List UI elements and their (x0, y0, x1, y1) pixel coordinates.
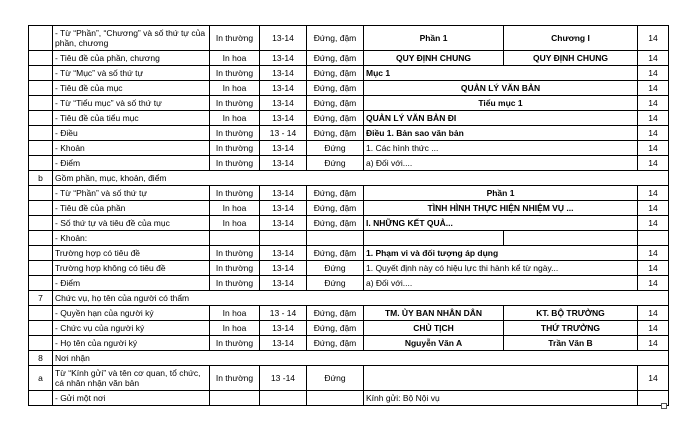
style-cell: Đứng, đậm (307, 111, 364, 126)
table-row (29, 141, 669, 156)
element-cell: - Khoản: (53, 231, 210, 246)
example-cell: Phần 1 (364, 186, 638, 201)
style-cell: Đứng, đậm (307, 246, 364, 261)
element-cell: - Quyền hạn của người ký (53, 306, 210, 321)
element-cell: - Tiêu đề của mục (53, 81, 210, 96)
case-cell: In hoa (210, 321, 260, 336)
table-row (29, 186, 669, 201)
style-cell: Đứng, đậm (307, 96, 364, 111)
table-row (29, 216, 669, 231)
style-cell: Đứng (307, 261, 364, 276)
font-size-cell: 14 (638, 126, 669, 141)
table-row (29, 276, 669, 291)
size-cell: 13-14 (260, 141, 307, 156)
number-cell (29, 186, 53, 201)
case-cell: In thường (210, 26, 260, 51)
font-size-cell: 14 (638, 306, 669, 321)
font-size-cell: 14 (638, 216, 669, 231)
case-cell: In thường (210, 66, 260, 81)
table-row (29, 366, 669, 391)
number-cell (29, 306, 53, 321)
number-cell (29, 66, 53, 81)
case-cell: In thường (210, 261, 260, 276)
example-cell: Nguyễn Văn A (364, 336, 504, 351)
size-cell: 13-14 (260, 261, 307, 276)
element-cell: - Điều (53, 126, 210, 141)
number-cell (29, 81, 53, 96)
style-cell: Đứng, đậm (307, 336, 364, 351)
case-cell: In hoa (210, 306, 260, 321)
number-cell (29, 201, 53, 216)
size-cell: 13-14 (260, 216, 307, 231)
empty-cell (638, 231, 669, 246)
section-cell: Chức vụ, họ tên của người có thẩm (53, 291, 669, 306)
number-cell (29, 276, 53, 291)
example-cell: a) Đối với.... (364, 276, 638, 291)
case-cell: In hoa (210, 81, 260, 96)
table-row (29, 391, 669, 406)
number-cell (29, 26, 53, 51)
empty-cell (260, 231, 307, 246)
size-cell: 13-14 (260, 66, 307, 81)
section-cell: Nơi nhận (53, 351, 669, 366)
element-cell: Trường hợp không có tiêu đề (53, 261, 210, 276)
example-cell: 1. Quyết định này có hiệu lực thi hành kể từ ngày... (364, 261, 638, 276)
style-cell: Đứng (307, 156, 364, 171)
style-cell: Đứng, đậm (307, 126, 364, 141)
case-cell: In thường (210, 276, 260, 291)
table-row (29, 351, 669, 366)
example-cell: Mục 1 (364, 66, 638, 81)
format-table (28, 25, 669, 406)
element-cell: - Điểm (53, 276, 210, 291)
size-cell: 13-14 (260, 81, 307, 96)
case-cell: In hoa (210, 201, 260, 216)
element-cell: - Từ “Phần” và số thứ tự (53, 186, 210, 201)
style-cell (307, 391, 364, 406)
example-cell: Kính gửi: Bộ Nội vụ (364, 391, 638, 406)
font-size-cell: 14 (638, 81, 669, 96)
case-cell: In thường (210, 186, 260, 201)
style-cell: Đứng, đậm (307, 26, 364, 51)
case-cell: In thường (210, 126, 260, 141)
number-cell (29, 336, 53, 351)
font-size-cell: 14 (638, 186, 669, 201)
table-row (29, 126, 669, 141)
element-cell: - Từ “Tiểu mục” và số thứ tự (53, 96, 210, 111)
example-cell: QUẢN LÝ VĂN BẢN ĐI (364, 111, 638, 126)
font-size-cell: 14 (638, 276, 669, 291)
table-row (29, 291, 669, 306)
example-cell: KT. BỘ TRƯỞNG (504, 306, 638, 321)
table-row (29, 171, 669, 186)
example-cell: Phần 1 (364, 26, 504, 51)
style-cell: Đứng, đậm (307, 306, 364, 321)
case-cell: In hoa (210, 111, 260, 126)
case-cell: In thường (210, 366, 260, 391)
example-cell: a) Đối với.... (364, 156, 638, 171)
example-cell: I. NHỮNG KẾT QUẢ... (364, 216, 638, 231)
size-cell: 13-14 (260, 96, 307, 111)
font-size-cell: 14 (638, 321, 669, 336)
element-cell: - Từ “Mục” và số thứ tự (53, 66, 210, 81)
case-cell (210, 391, 260, 406)
case-cell: In thường (210, 246, 260, 261)
font-size-cell: 14 (638, 66, 669, 81)
number-cell (29, 216, 53, 231)
font-size-cell: 14 (638, 26, 669, 51)
number-cell (29, 231, 53, 246)
element-cell: Từ “Kính gửi” và tên cơ quan, tổ chức, cá nhân nhận văn bản (53, 366, 210, 391)
size-cell: 13-14 (260, 321, 307, 336)
font-size-cell: 14 (638, 201, 669, 216)
empty-cell (504, 231, 638, 246)
style-cell: Đứng, đậm (307, 51, 364, 66)
example-cell: Tiểu mục 1 (364, 96, 638, 111)
number-cell: b (29, 171, 53, 186)
example-cell: TÌNH HÌNH THỰC HIỆN NHIỆM VỤ ... (364, 201, 638, 216)
element-cell: - Khoản (53, 141, 210, 156)
case-cell: In thường (210, 96, 260, 111)
empty-cell (210, 231, 260, 246)
example-cell: QUY ĐỊNH CHUNG (364, 51, 504, 66)
font-size-cell: 14 (638, 366, 669, 391)
table-row (29, 246, 669, 261)
size-cell: 13 - 14 (260, 126, 307, 141)
style-cell: Đứng, đậm (307, 186, 364, 201)
case-cell: In thường (210, 141, 260, 156)
font-size-cell: 14 (638, 246, 669, 261)
style-cell: Đứng, đậm (307, 201, 364, 216)
number-cell (29, 321, 53, 336)
case-cell: In thường (210, 336, 260, 351)
example-cell: THỨ TRƯỞNG (504, 321, 638, 336)
size-cell: 13-14 (260, 246, 307, 261)
example-cell (364, 366, 638, 391)
style-cell: Đứng (307, 366, 364, 391)
number-cell (29, 111, 53, 126)
table-row (29, 231, 669, 246)
element-cell: - Điểm (53, 156, 210, 171)
table-row (29, 306, 669, 321)
number-cell (29, 126, 53, 141)
font-size-cell: 14 (638, 51, 669, 66)
element-cell: - Chức vụ của người ký (53, 321, 210, 336)
resize-handle[interactable] (661, 403, 667, 409)
case-cell: In hoa (210, 216, 260, 231)
element-cell: Trường hợp có tiêu đề (53, 246, 210, 261)
style-cell: Đứng, đậm (307, 66, 364, 81)
number-cell (29, 96, 53, 111)
number-cell (29, 246, 53, 261)
case-cell: In hoa (210, 51, 260, 66)
table-row (29, 261, 669, 276)
empty-cell (307, 231, 364, 246)
number-cell: 7 (29, 291, 53, 306)
example-cell: 1. Các hình thức ... (364, 141, 638, 156)
number-cell (29, 261, 53, 276)
example-cell: Chương I (504, 26, 638, 51)
font-size-cell: 14 (638, 141, 669, 156)
example-cell: TM. ỦY BAN NHÂN DÂN (364, 306, 504, 321)
element-cell: - Tiêu đề của phần, chương (53, 51, 210, 66)
font-size-cell: 14 (638, 156, 669, 171)
size-cell: 13-14 (260, 111, 307, 126)
number-cell (29, 391, 53, 406)
element-cell: - Từ “Phần”, “Chương” và số thứ tự của phần, chương (53, 26, 210, 51)
case-cell: In thường (210, 156, 260, 171)
size-cell: 13-14 (260, 51, 307, 66)
table-row (29, 336, 669, 351)
size-cell: 13-14 (260, 201, 307, 216)
table-row (29, 111, 669, 126)
font-size-cell: 14 (638, 96, 669, 111)
element-cell: - Tiêu đề của phần (53, 201, 210, 216)
font-size-cell: 14 (638, 111, 669, 126)
font-size-cell: 14 (638, 336, 669, 351)
number-cell: a (29, 366, 53, 391)
table-row (29, 51, 669, 66)
size-cell: 13 -14 (260, 366, 307, 391)
size-cell: 13-14 (260, 336, 307, 351)
style-cell: Đứng (307, 141, 364, 156)
number-cell (29, 156, 53, 171)
style-cell: Đứng, đậm (307, 216, 364, 231)
number-cell (29, 141, 53, 156)
empty-cell (364, 231, 504, 246)
size-cell: 13-14 (260, 156, 307, 171)
table-row (29, 321, 669, 336)
style-cell: Đứng, đậm (307, 81, 364, 96)
table-row (29, 156, 669, 171)
font-size-cell: 14 (638, 261, 669, 276)
size-cell: 13-14 (260, 26, 307, 51)
size-cell: 13 - 14 (260, 306, 307, 321)
style-cell: Đứng (307, 276, 364, 291)
table-row (29, 201, 669, 216)
example-cell: Điều 1. Bản sao văn bản (364, 126, 638, 141)
size-cell (260, 391, 307, 406)
number-cell (29, 51, 53, 66)
size-cell: 13-14 (260, 186, 307, 201)
number-cell: 8 (29, 351, 53, 366)
element-cell: - Tiêu đề của tiểu mục (53, 111, 210, 126)
table-body (29, 26, 669, 406)
table-row (29, 26, 669, 51)
table-row (29, 66, 669, 81)
table-row (29, 96, 669, 111)
example-cell: 1. Phạm vi và đối tượng áp dụng (364, 246, 638, 261)
example-cell: Trần Văn B (504, 336, 638, 351)
example-cell: QUẢN LÝ VĂN BẢN (364, 81, 638, 96)
example-cell: CHỦ TỊCH (364, 321, 504, 336)
element-cell: - Số thứ tự và tiêu đề của mục (53, 216, 210, 231)
style-cell: Đứng, đậm (307, 321, 364, 336)
size-cell: 13-14 (260, 276, 307, 291)
element-cell: - Họ tên của người ký (53, 336, 210, 351)
table-row (29, 81, 669, 96)
section-cell: Gồm phần, mục, khoản, điểm (53, 171, 669, 186)
element-cell: - Gửi một nơi (53, 391, 210, 406)
example-cell: QUY ĐỊNH CHUNG (504, 51, 638, 66)
